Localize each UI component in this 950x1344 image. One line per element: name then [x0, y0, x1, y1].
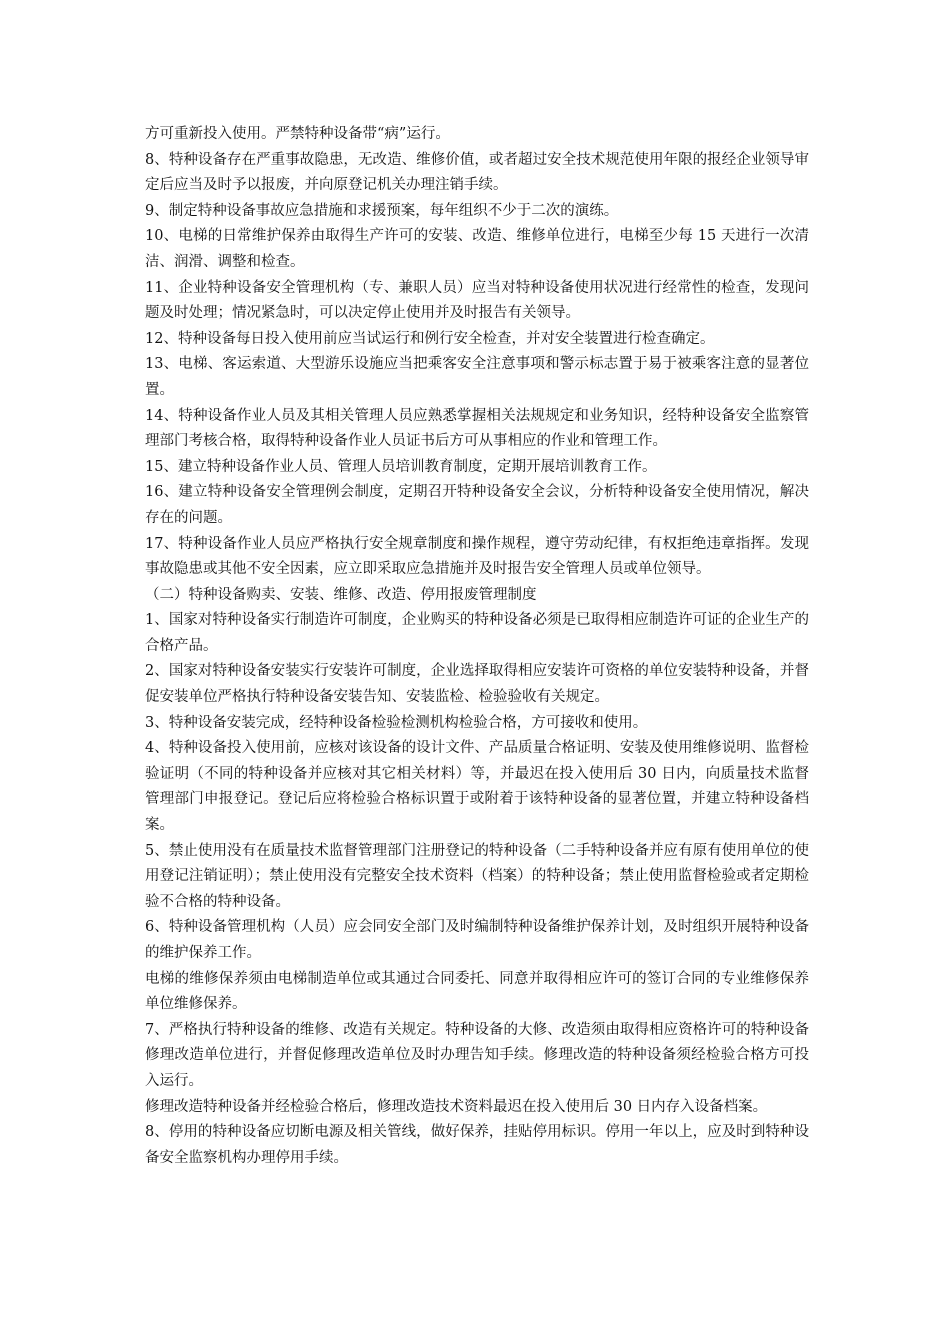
section-heading: （二）特种设备购卖、安装、维修、改造、停用报废管理制度 [145, 586, 537, 603]
paragraph: 3、特种设备安装完成，经特种设备检验检测机构检验合格，方可接收和使用。 [145, 714, 648, 731]
paragraph: 8、停用的特种设备应切断电源及相关管线，做好保养，挂贴停用标识。停用一年以上，应及时到特种设备安全监察机构办理停用手续。 [145, 1124, 809, 1166]
paragraph: 16、建立特种设备安全管理例会制度，定期召开特种设备安全会议，分析特种设备安全使用情况，解决存在的问题。 [145, 484, 809, 526]
paragraph: 修理改造特种设备并经检验合格后，修理改造技术资料最迟在投入使用后 30 日内存入设备档案。 [145, 1098, 768, 1115]
paragraph: 10、电梯的日常维护保养由取得生产许可的安装、改造、维修单位进行，电梯至少每 15 天进行一次清洁、润滑、调整和检查。 [145, 228, 809, 270]
paragraph: 13、电梯、客运索道、大型游乐设施应当把乘客安全注意事项和警示标志置于易于被乘客注意的显著位置。 [145, 356, 809, 398]
paragraph: 7、严格执行特种设备的维修、改造有关规定。特种设备的大修、改造须由取得相应资格许可的特种设备修理改造单位进行，并督促修理改造单位及时办理告知手续。修理改造的特种设备须经检验合格方可投入运行。 [145, 1021, 809, 1089]
paragraph: 5、禁止使用没有在质量技术监督管理部门注册登记的特种设备（二手特种设备并应有原有使用单位的使用登记注销证明）；禁止使用没有完整安全技术资料（档案）的特种设备；禁止使用监督检验或者定期检验不合格的特种设备。 [145, 842, 809, 910]
paragraph: 14、特种设备作业人员及其相关管理人员应熟悉掌握相关法规规定和业务知识，经特种设备安全监察管理部门考核合格，取得特种设备作业人员证书后方可从事相应的作业和管理工作。 [145, 407, 809, 450]
paragraph: 15、建立特种设备作业人员、管理人员培训教育制度，定期开展培训教育工作。 [145, 458, 657, 475]
paragraph: 8、特种设备存在严重事故隐患，无改造、维修价值，或者超过安全技术规范使用年限的报经企业领导审定后应当及时予以报废，并向原登记机关办理注销手续。 [145, 151, 809, 194]
paragraph: 9、制定特种设备事故应急措施和求援预案，每年组织不少于二次的演练。 [145, 202, 619, 219]
paragraph: 电梯的维修保养须由电梯制造单位或其通过合同委托、同意并取得相应许可的签订合同的专业维修保养单位维修保养。 [145, 970, 809, 1013]
paragraph: 2、国家对特种设备安装实行安装许可制度，企业选择取得相应安装许可资格的单位安装特种设备，并督促安装单位严格执行特种设备安装告知、安装监检、检验验收有关规定。 [145, 663, 809, 706]
paragraph: 4、特种设备投入使用前，应核对该设备的设计文件、产品质量合格证明、安装及使用维修说明、监督检验证明（不同的特种设备并应核对其它相关材料）等，并最迟在投入使用后 30 日内，向质量技术监督管理部门申报登记。登记后应将检验合格标识置于或附着于该特种设备的显著位置，并建立特种设备档案。 [145, 740, 809, 834]
document-page [145, 122, 809, 1171]
paragraph: 1、国家对特种设备实行制造许可制度，企业购买的特种设备必须是已取得相应制造许可证的企业生产的合格产品。 [145, 612, 809, 654]
paragraph: 方可重新投入使用。严禁特种设备带“病”运行。 [145, 126, 450, 142]
paragraph: 12、特种设备每日投入使用前应当试运行和例行安全检查，并对安全装置进行检查确定。 [145, 330, 715, 347]
paragraph: 6、特种设备管理机构（人员）应会同安全部门及时编制特种设备维护保养计划，及时组织开展特种设备的维护保养工作。 [145, 919, 809, 961]
paragraph: 17、特种设备作业人员应严格执行安全规章制度和操作规程，遵守劳动纪律，有权拒绝违章指挥。发现事故隐患或其他不安全因素，应立即采取应急措施并及时报告安全管理人员或单位领导。 [145, 535, 809, 578]
paragraph: 11、企业特种设备安全管理机构（专、兼职人员）应当对特种设备使用状况进行经常性的检查，发现问题及时处理；情况紧急时，可以决定停止使用并及时报告有关领导。 [145, 279, 809, 322]
